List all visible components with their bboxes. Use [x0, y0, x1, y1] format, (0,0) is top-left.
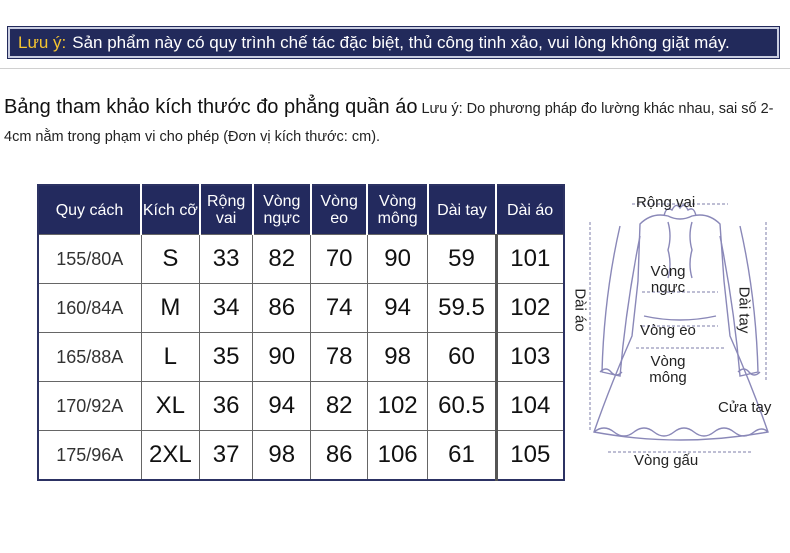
cell-sleeve: 61: [428, 431, 496, 481]
cell-hip: 102: [367, 382, 427, 431]
cell-chest: 94: [253, 382, 311, 431]
cell-hip: 94: [367, 284, 427, 333]
care-notice-banner: [8, 27, 779, 58]
table-row: [38, 333, 564, 382]
table-row: [38, 431, 564, 481]
header-chest: Vòng ngực: [253, 185, 311, 235]
cell-spec: 175/96A: [38, 431, 141, 481]
cell-sleeve: 59: [428, 235, 496, 284]
cell-shoulder: 34: [200, 284, 253, 333]
cell-size: S: [141, 235, 200, 284]
table-row: [38, 382, 564, 431]
label-sleeve: Dài tay: [735, 286, 753, 334]
cell-chest: 90: [253, 333, 311, 382]
cell-spec: 155/80A: [38, 235, 141, 284]
cell-hip: 98: [367, 333, 427, 382]
divider: [0, 68, 790, 69]
header-length: Dài áo: [496, 185, 564, 235]
cell-chest: 98: [253, 431, 311, 481]
cell-waist: 86: [311, 431, 368, 481]
cell-spec: 160/84A: [38, 284, 141, 333]
cell-length: 103: [496, 333, 564, 382]
header-row: [38, 185, 564, 235]
cell-size: M: [141, 284, 200, 333]
cell-waist: 82: [311, 382, 368, 431]
header-waist: Vòng eo: [311, 185, 368, 235]
cell-waist: 74: [311, 284, 368, 333]
cell-chest: 86: [253, 284, 311, 333]
header-sleeve: Dài tay: [428, 185, 496, 235]
header-spec: Quy cách: [38, 185, 141, 235]
header-size: Kích cỡ: [141, 185, 200, 235]
label-cuff: Cửa tay: [718, 399, 772, 416]
notice-label: Lưu ý:: [18, 32, 67, 52]
size-chart-title: Bảng tham khảo kích thước đo phẳng quần áo: [4, 96, 418, 118]
cell-sleeve: 60.5: [428, 382, 496, 431]
cell-chest: 82: [253, 235, 311, 284]
cell-hip: 90: [367, 235, 427, 284]
cell-shoulder: 33: [200, 235, 253, 284]
garment-measurement-diagram: [571, 186, 780, 486]
header-hip: Vòng mông: [367, 185, 427, 235]
cell-shoulder: 35: [200, 333, 253, 382]
header-shoulder: Rộng vai: [200, 185, 253, 235]
cell-length: 105: [496, 431, 564, 481]
cell-sleeve: 59.5: [428, 284, 496, 333]
cell-hip: 106: [367, 431, 427, 481]
measurement-note: Lưu ý: Do phương pháp đo lường khác nhau, sai số 2-4cm nằm trong phạm vi cho phép (Đơn vị kích thước: cm).: [4, 101, 774, 145]
label-hem: Vòng gấu: [634, 452, 699, 469]
size-table: [37, 184, 565, 481]
table-row: [38, 284, 564, 333]
label-shoulder: Rộng vai: [636, 194, 696, 211]
cell-waist: 70: [311, 235, 368, 284]
cell-length: 102: [496, 284, 564, 333]
notice-text: Sản phẩm này có quy trình chế tác đặc biệt, thủ công tinh xảo, vui lòng không giặt máy.: [72, 32, 730, 52]
cell-length: 101: [496, 235, 564, 284]
table-row: [38, 235, 564, 284]
cell-length: 104: [496, 382, 564, 431]
cell-waist: 78: [311, 333, 368, 382]
cell-shoulder: 36: [200, 382, 253, 431]
cell-spec: 170/92A: [38, 382, 141, 431]
cell-spec: 165/88A: [38, 333, 141, 382]
label-chest: Vòng ngực: [650, 263, 686, 296]
label-length: Dài áo: [571, 288, 589, 332]
cell-sleeve: 60: [428, 333, 496, 382]
cell-shoulder: 37: [200, 431, 253, 481]
cell-size: L: [141, 333, 200, 382]
label-hip: Vòng mông: [649, 353, 687, 386]
cell-size: 2XL: [141, 431, 200, 481]
cell-size: XL: [141, 382, 200, 431]
label-waist: Vòng eo: [640, 322, 696, 339]
size-chart-heading: [4, 93, 786, 151]
